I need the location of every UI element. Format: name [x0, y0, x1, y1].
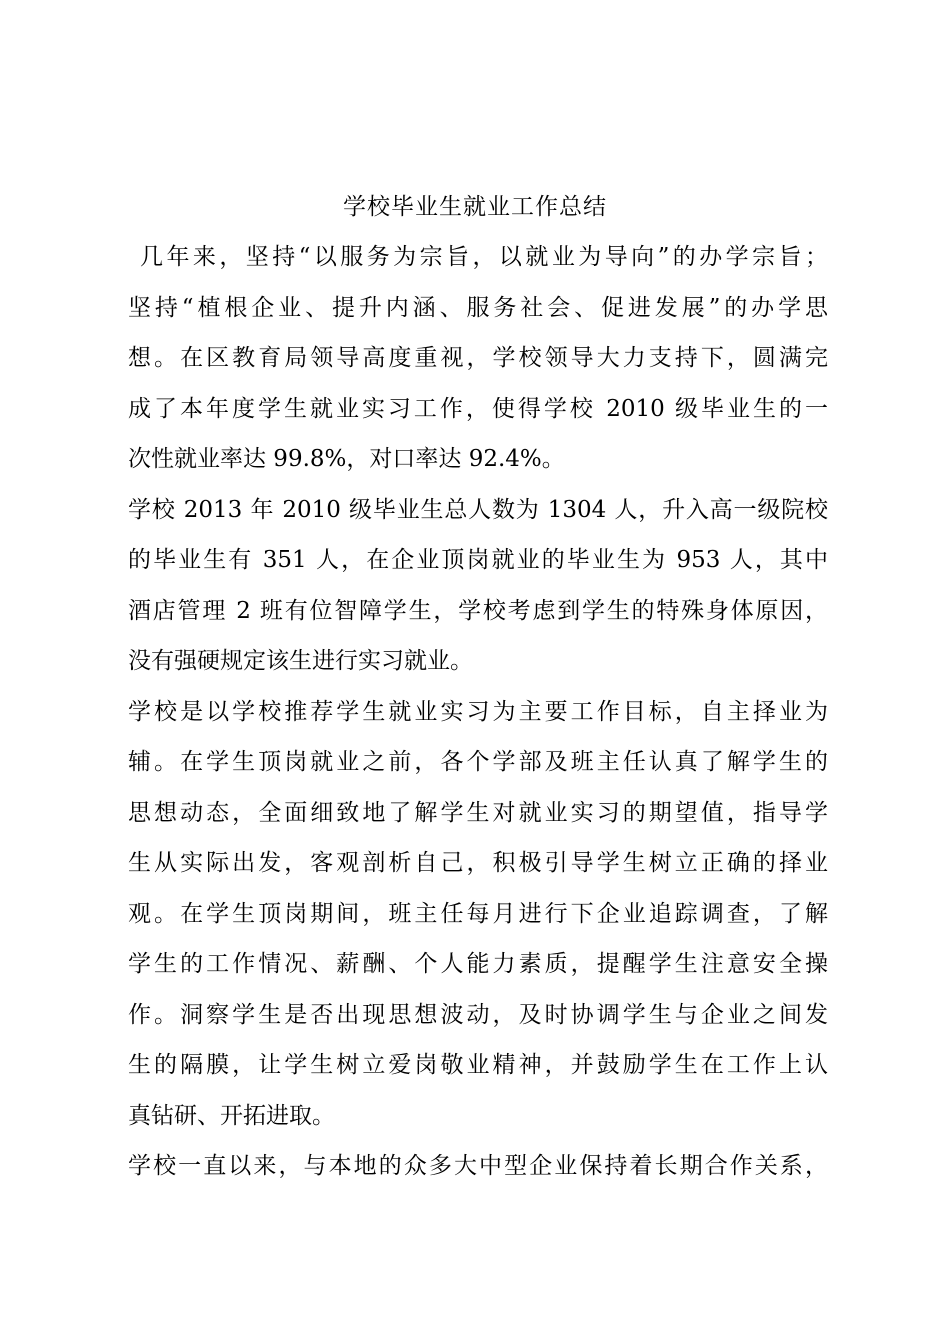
paragraph-line: 学校 2013 年 2010 级毕业生总人数为 1304 人，升入高一级院校	[128, 497, 828, 523]
paragraph-line: 想。在区教育局领导高度重视，学校领导大力支持下，圆满完	[128, 345, 828, 371]
paragraph-line: 作。洞察学生是否出现思想波动，及时协调学生与企业之间发	[128, 1002, 828, 1028]
paragraph-line: 没有强硬规定该生进行实习就业。	[128, 648, 473, 674]
paragraph-line: 生从实际出发，客观剖析自己，积极引导学生树立正确的择业	[128, 850, 828, 876]
paragraph-line: 成了本年度学生就业实习工作，使得学校 2010 级毕业生的一	[128, 396, 828, 422]
paragraph-line: 学校一直以来，与本地的众多大中型企业保持着长期合作关系，	[128, 1153, 828, 1179]
paragraph-line: 观。在学生顶岗期间，班主任每月进行下企业追踪调查，了解	[128, 901, 828, 927]
paragraph-line: 学生的工作情况、薪酬、个人能力素质，提醒学生注意安全操	[128, 951, 828, 977]
paragraph-line: 的毕业生有 351 人，在企业顶岗就业的毕业生为 953 人，其中	[128, 547, 828, 573]
document-title: 学校毕业生就业工作总结	[343, 194, 607, 220]
paragraph-line: 辅。在学生顶岗就业之前，各个学部及班主任认真了解学生的	[128, 749, 828, 775]
paragraph-line: 学校是以学校推荐学生就业实习为主要工作目标，自主择业为	[128, 699, 828, 725]
paragraph-line: 次性就业率达 99.8%，对口率达 92.4%。	[128, 446, 565, 472]
paragraph-line: 坚持“植根企业、提升内涵、服务社会、促进发展”的办学思	[128, 295, 828, 321]
paragraph-line: 生的隔膜，让学生树立爱岗敬业精神，并鼓励学生在工作上认	[128, 1052, 828, 1078]
paragraph-line: 思想动态，全面细致地了解学生对就业实习的期望值，指导学	[128, 800, 828, 826]
paragraph-line: 几年来，坚持“以服务为宗旨，以就业为导向”的办学宗旨；	[140, 244, 828, 270]
paragraph-line: 真钻研、开拓进取。	[128, 1103, 335, 1129]
paragraph-line: 酒店管理 2 班有位智障学生，学校考虑到学生的特殊身体原因，	[128, 598, 828, 624]
